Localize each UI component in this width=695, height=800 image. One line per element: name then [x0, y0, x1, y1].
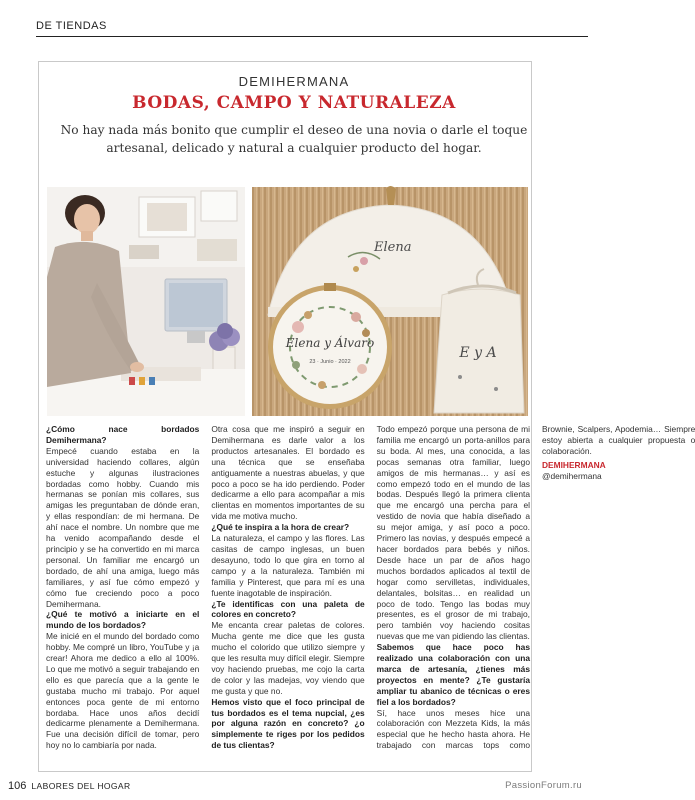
magazine-name: LABORES DEL HOGAR	[31, 781, 131, 791]
photo-artisan-drawing	[47, 187, 245, 416]
article-title: BODAS, CAMPO Y NATURALEZA	[132, 93, 456, 113]
signature-handle: @demihermana	[541, 470, 602, 481]
interview-question: ¿Qué te inspira a la hora de crear?	[211, 522, 350, 533]
watermark-text: PassionForum.ru	[505, 780, 582, 791]
interview-answer: Sí, hace unos meses hice una colaboración con Mezzeta Kids, la más especial que he hecho hasta ahora. He trabajado con marcas tops como Brownie, Scalpers, Apodemia… Siempre estoy abierta a cualquier propuesta o colaboración.	[376, 424, 695, 751]
interview-answer: Empecé cuando estaba en la universidad haciendo collares, algún estuche y algunas ilustraciones bordadas como hobby. Cuando mis hermanas se ponían mis collares, sus amigas les preguntaban de dónde eran, y ellas respondían: de mi hermana. De ahí nace el nombre. Un nombre que me ha venido acompañando desde el principio y se ha convertido en mi marca personal. Un familiar me encargó un bordado, de ahí una amiga, luego más familiares, y así fue cómo empezó y cómo fue creciendo poco a poco Demihermana.	[46, 445, 200, 609]
page-footer	[8, 780, 131, 792]
hanger-embroidered-name: Elena	[374, 240, 412, 255]
interview-answer: Todo empezó porque una persona de mi familia me encargó un porta-anillos para su boda. Al mes, una conocida, a las pocas semanas otra familiar, luego amigos de mis hermanas… y así es como empezó todo en el mundo de las bodas. Después llegó la primera clienta que me encargó una percha para el vestido de novia que había diseñado a su mejor amiga, y así poco a poco. Primero las novias, y después empecé a hacer bordados para bebés y niños. Desde hace un par de años hago muchos bordados aplicados al textil de hogar como servilletas, individuales, delantales, bolsitas… en realidad un poco de todo. Tengo las bodas muy presentes, es el grosor de mi trabajo, pero también voy haciendo cositas nuevas que me van pidiendo las clientas.	[376, 424, 530, 642]
interview-question: Hemos visto que el foco principal de tus bordados es el tema nupcial, ¿es por alguna razón en concreto? ¿o simplemente te riges por los pedidos de tus clientas?	[211, 696, 365, 751]
interview-answer: La naturaleza, el campo y las flores. Las casitas de campo inglesas, un buen desayuno, todo lo que gira en torno al campo y a la naturaleza. También mi familia y Pinterest, que para mí es una fuente inagotable de inspiración.	[211, 533, 365, 598]
interview-question: Sabemos que hace poco has realizado una colaboración con una marca de artesanía, ¿tienes más proyectos en mente? ¿Te gustaría ampliar tu abanico de técnicas o eres fiel a los bordados?	[376, 642, 530, 707]
interview-answer: Otra cosa que me inspiró a seguir en Demihermana es darle valor a los productos artesanales. El bordado es una técnica que se enseñaba antiguamente a nuestras abuelas, y que poco a poco se ha ido perdiendo. Poder dedicarme a ello para acompañar a mis clientas en momentos importantes de su vida me motiva mucho.	[211, 424, 365, 522]
page-number: 106	[8, 780, 27, 792]
photo-artisan-at-desk	[47, 187, 245, 416]
hoop-couple-names: Elena y Álvaro	[285, 336, 375, 350]
article-lead: No hay nada más bonito que cumplir el deseo de una novia o darle el toque artesanal, delicado y natural a cualquier producto del hogar.	[60, 123, 528, 155]
pouch-initials: E y A	[459, 345, 497, 361]
hoop-wedding-date: 23 · Junio · 2022	[309, 359, 351, 365]
interview-question: ¿Te identificas con una paleta de colores en concreto?	[211, 598, 365, 620]
interview-answer: Me encanta crear paletas de colores. Mucha gente me dice que les gusta mucho el colorido que utilizo siempre y que les resulta muy difícil elegir. Siempre voy haciendo pruebas, me cojo la carta de color y las madejas, voy viendo que me gusta y que no.	[211, 620, 365, 696]
section-label: DE TIENDAS	[36, 20, 107, 32]
signature-name: DEMIHERMANA	[541, 459, 606, 470]
interview-question: ¿Cómo nace bordados Demihermana?	[46, 424, 200, 445]
photo-embroidery-drawing	[252, 187, 528, 416]
interview-question: ¿Qué te motivó a iniciarte en el mundo de los bordados?	[46, 609, 200, 631]
interview-answer: Me inicié en el mundo del bordado como hobby. Me compré un libro, YouTube y ¡a crear! Ahora me dedico a ello al 100%. Lo que me motivó a seguir trabajando en ello es que parecía que a la gente le gustaba mucho mi trabajo. Por aquel entonces poca gente de mi entorno bordaba. Hace unos años decidí dedicarme plenamente a Demihermana. Fue una decisión difícil de tomar, pero hoy no lo cambiaría por nada.	[46, 631, 200, 751]
article-brand: DEMIHERMANA	[238, 74, 350, 89]
article-body	[46, 424, 695, 760]
photo-embroidery-products	[252, 187, 528, 416]
